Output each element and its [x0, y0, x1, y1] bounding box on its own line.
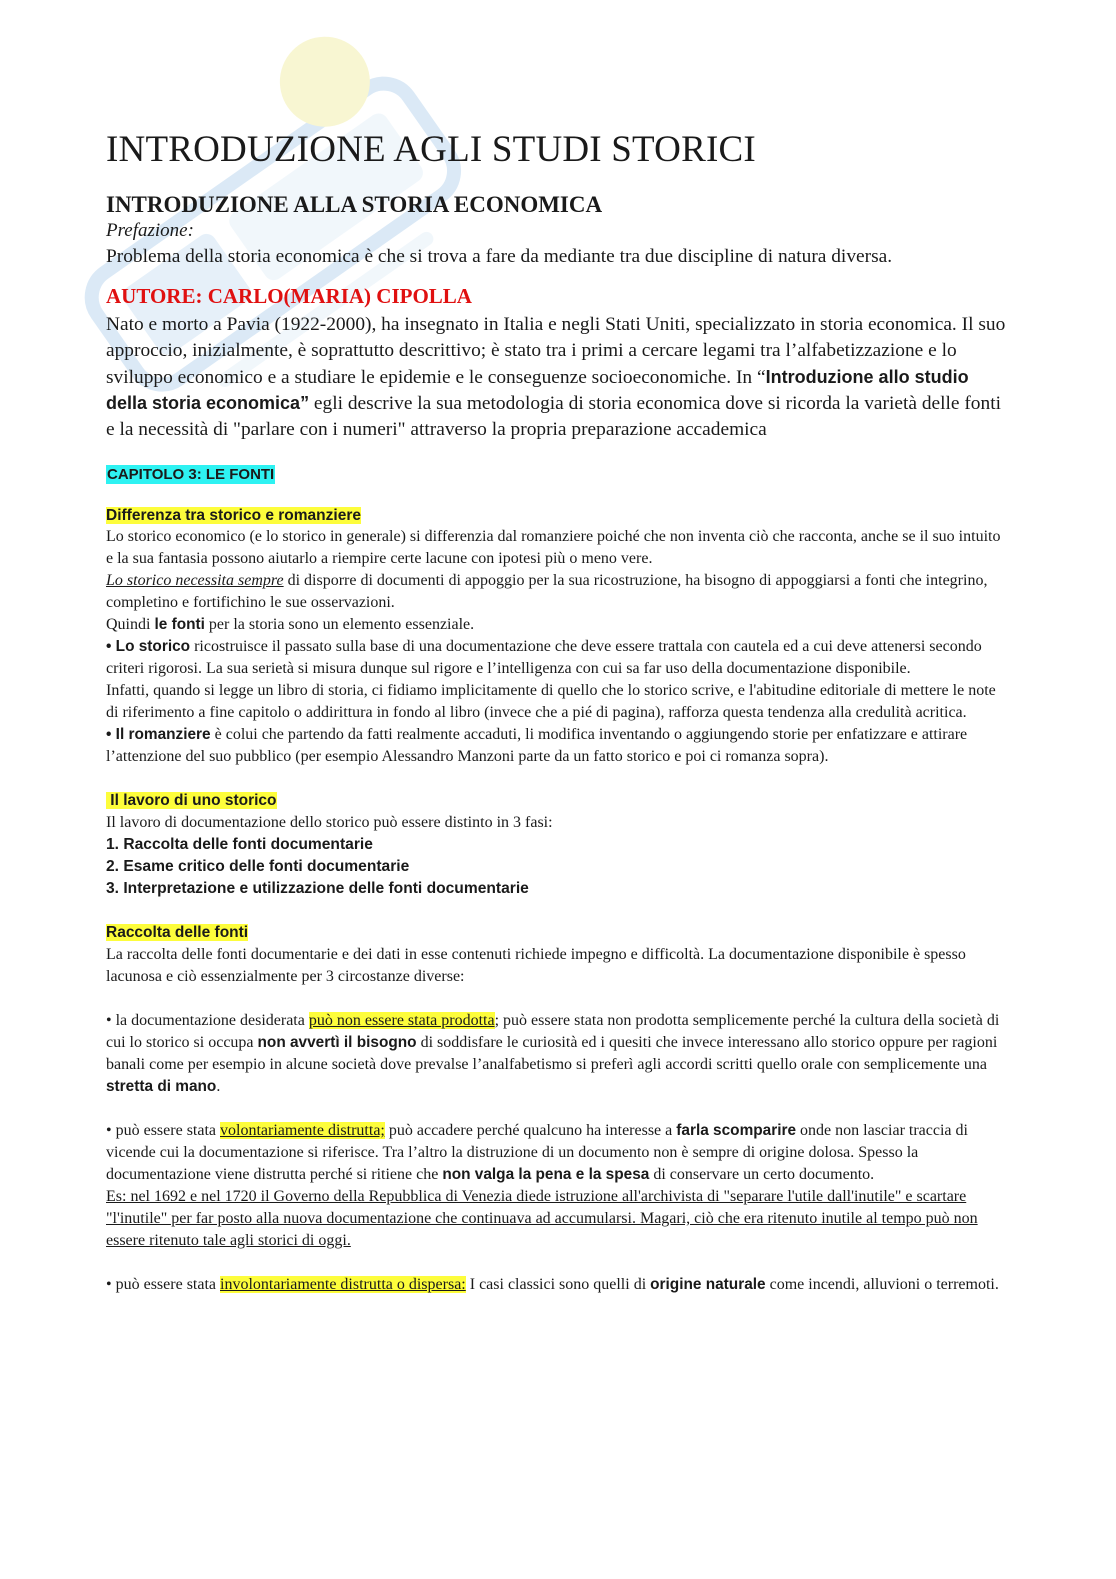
paragraph — [106, 614, 1006, 636]
author-bio-book-title: Introduzione allo studio della storia economica” — [106, 366, 969, 413]
bold-phrase: • Il romanziere — [106, 726, 211, 744]
section-heading — [106, 505, 1006, 527]
preface-text: Problema della storia economica è che si trova a fare da mediante tra due discipline di natura diversa. — [106, 246, 893, 268]
page-subtitle: INTRODUZIONE ALLA STORIA ECONOMICA — [106, 191, 603, 217]
section-heading-text: Raccolta delle fonti — [106, 924, 249, 942]
bullet-paragraph — [106, 1120, 1006, 1186]
list-item: 2. Esame critico delle fonti documentarie — [106, 858, 410, 876]
author-bio-text: Nato e morto a Pavia (1922-2000), ha insegnato in Italia e negli Stati Uniti, specializzato in storia economica. Il suo approccio, inizialmente, è soprattutto descrittivo; è stato tra i primi a cercare legami tra l’alfabetizzazione e lo sviluppo economico e a studiare le epidemie e le conseguenze socioeconomiche. In “ — [106, 313, 1006, 388]
document-page — [106, 130, 1006, 1296]
paragraph-text: Quindi — [106, 616, 155, 634]
bold-phrase: non valga la pena e la spesa — [442, 1165, 650, 1183]
section-heading — [106, 790, 1006, 812]
chapter-heading-text: CAPITOLO 3: LE FONTI — [107, 465, 275, 483]
paragraph-text: è colui che partendo da fatti realmente accaduti, li modifica inventando o aggiungendo storie per enfatizzare e attirare l’attenzione del suo pubblico (per esempio Alessandro Manzoni parte da un fatto storico e poi ci romanza sopra). — [106, 726, 968, 766]
list-item: 3. Interpretazione e utilizzazione delle fonti documentarie — [106, 880, 529, 898]
author-bio-text-2: egli descrive la sua metodologia di storia economica dove si ricorda la varietà delle fonti e la necessità di "parlare con i numeri" attraverso la propria preparazione accademica — [106, 392, 1001, 441]
paragraph-text: ; può essere stata non prodotta semplicemente perché la cultura della società di cui lo storico si occupa — [106, 1011, 1000, 1051]
highlighted-phrase: può non essere stata prodotta — [308, 1011, 495, 1029]
example-paragraph: Es: nel 1692 e nel 1720 il Governo della Repubblica di Venezia diede istruzione all'archivista di "separare l'utile dall'inutile" e scartare "l'inutile" per far posto alla nuova documentazione che continuava ad accumularsi. Magari, ciò che era ritenuto inutile al tempo può non essere ritenuto tale agli storici di oggi. — [106, 1187, 978, 1249]
paragraph: Il lavoro di documentazione dello storico può essere distinto in 3 fasi: — [106, 814, 553, 832]
bullet-paragraph — [106, 1274, 1006, 1296]
section-historian-work — [106, 790, 1006, 900]
paragraph — [106, 570, 1006, 614]
preface-label: Prefazione: — [106, 220, 194, 242]
section-historian-vs-novelist — [106, 505, 1006, 769]
paragraph-text: di soddisfare le curiosità ed i quesiti che invece interessano allo storico oppure per ragioni banali come per esempio in alcune società dove prevalse l’analfabetismo si preferì agli accordi scritti quello orale con semplicemente una — [106, 1033, 998, 1073]
paragraph-text: • può essere stata — [106, 1275, 221, 1293]
paragraph-text: • può essere stata — [106, 1121, 221, 1139]
section-heading-text: Il lavoro di uno storico — [106, 792, 277, 810]
section-source-collection — [106, 922, 1006, 1296]
paragraph-text: come incendi, alluvioni o terremoti. — [765, 1275, 999, 1293]
paragraph: Lo storico economico (e lo storico in generale) si differenzia dal romanziere poiché che non inventa ciò che racconta, anche se il suo intuito e la sua fantasia possono aiutarlo a riempire certe lacune con ipotesi più o meno vere. — [106, 528, 1001, 568]
bullet-paragraph — [106, 1010, 1006, 1098]
bold-phrase: origine naturale — [650, 1275, 766, 1293]
paragraph-text: ricostruisce il passato sulla base di una documentazione che deve essere trattala con cautela ed a cui deve attenersi secondo criteri rigorosi. La sua serietà si misura dunque sul rigore e l’intelligenza con cui sa far uso della documentazione disponibile. — [106, 638, 982, 678]
paragraph — [106, 636, 1006, 680]
author-bio — [106, 312, 1006, 444]
highlighted-phrase: involontariamente distrutta o dispersa: — [220, 1275, 466, 1293]
paragraph-text: di disporre di documenti di appoggio per la sua ricostruzione, ha bisogno di appoggiarsi a fonti che integrino, completino e fortifichino le sue osservazioni. — [106, 572, 988, 612]
paragraph-text: . — [216, 1077, 221, 1095]
highlighted-phrase: volontariamente distrutta; — [220, 1121, 385, 1139]
paragraph: Infatti, quando si legge un libro di storia, ci fidiamo implicitamente di quello che lo storico scrive, e l'abitudine editoriale di mettere le note di riferimento a fine capitolo o addirittura in fondo al libro (invece che a pié di pagina), rafforza questa tendenza alla credulità acritica. — [106, 682, 996, 722]
author-heading: AUTORE: CARLO(MARIA) CIPOLLA — [106, 283, 472, 308]
chapter-heading — [106, 466, 1006, 483]
paragraph — [106, 724, 1006, 768]
bold-phrase: le fonti — [154, 616, 205, 634]
section-heading-text: Differenza tra storico e romanziere — [106, 506, 361, 524]
paragraph-text: di conservare un certo documento. — [649, 1165, 875, 1183]
section-heading — [106, 922, 1006, 944]
paragraph-text: per la storia sono un elemento essenziale. — [204, 616, 475, 634]
bold-phrase: stretta di mano — [106, 1077, 217, 1095]
bold-phrase: • Lo storico — [106, 638, 191, 656]
paragraph-text: onde non lasciar traccia di vicende cui la documentazione si riferisce. Tra l’altro la distruzione di un documento non è sempre di origine dolosa. Spesso la documentazione viene distrutta perché si ritiene che — [106, 1121, 968, 1183]
paragraph-text: può accadere perché qualcuno ha interesse a — [384, 1121, 677, 1139]
list-item: 1. Raccolta delle fonti documentarie — [106, 836, 373, 854]
paragraph-text: • la documentazione desiderata — [106, 1011, 309, 1029]
bold-phrase: non avvertì il bisogno — [257, 1033, 417, 1051]
paragraph-text: I casi classici sono quelli di — [465, 1275, 651, 1293]
page-title: INTRODUZIONE AGLI STUDI STORICI — [106, 129, 756, 170]
italic-phrase: Lo storico necessita sempre — [106, 572, 284, 590]
paragraph: La raccolta delle fonti documentarie e dei dati in esse contenuti richiede impegno e difficoltà. La documentazione disponibile è spesso lacunosa e ciò essenzialmente per 3 circostanze diverse: — [106, 945, 966, 985]
bold-phrase: farla scomparire — [676, 1121, 797, 1139]
